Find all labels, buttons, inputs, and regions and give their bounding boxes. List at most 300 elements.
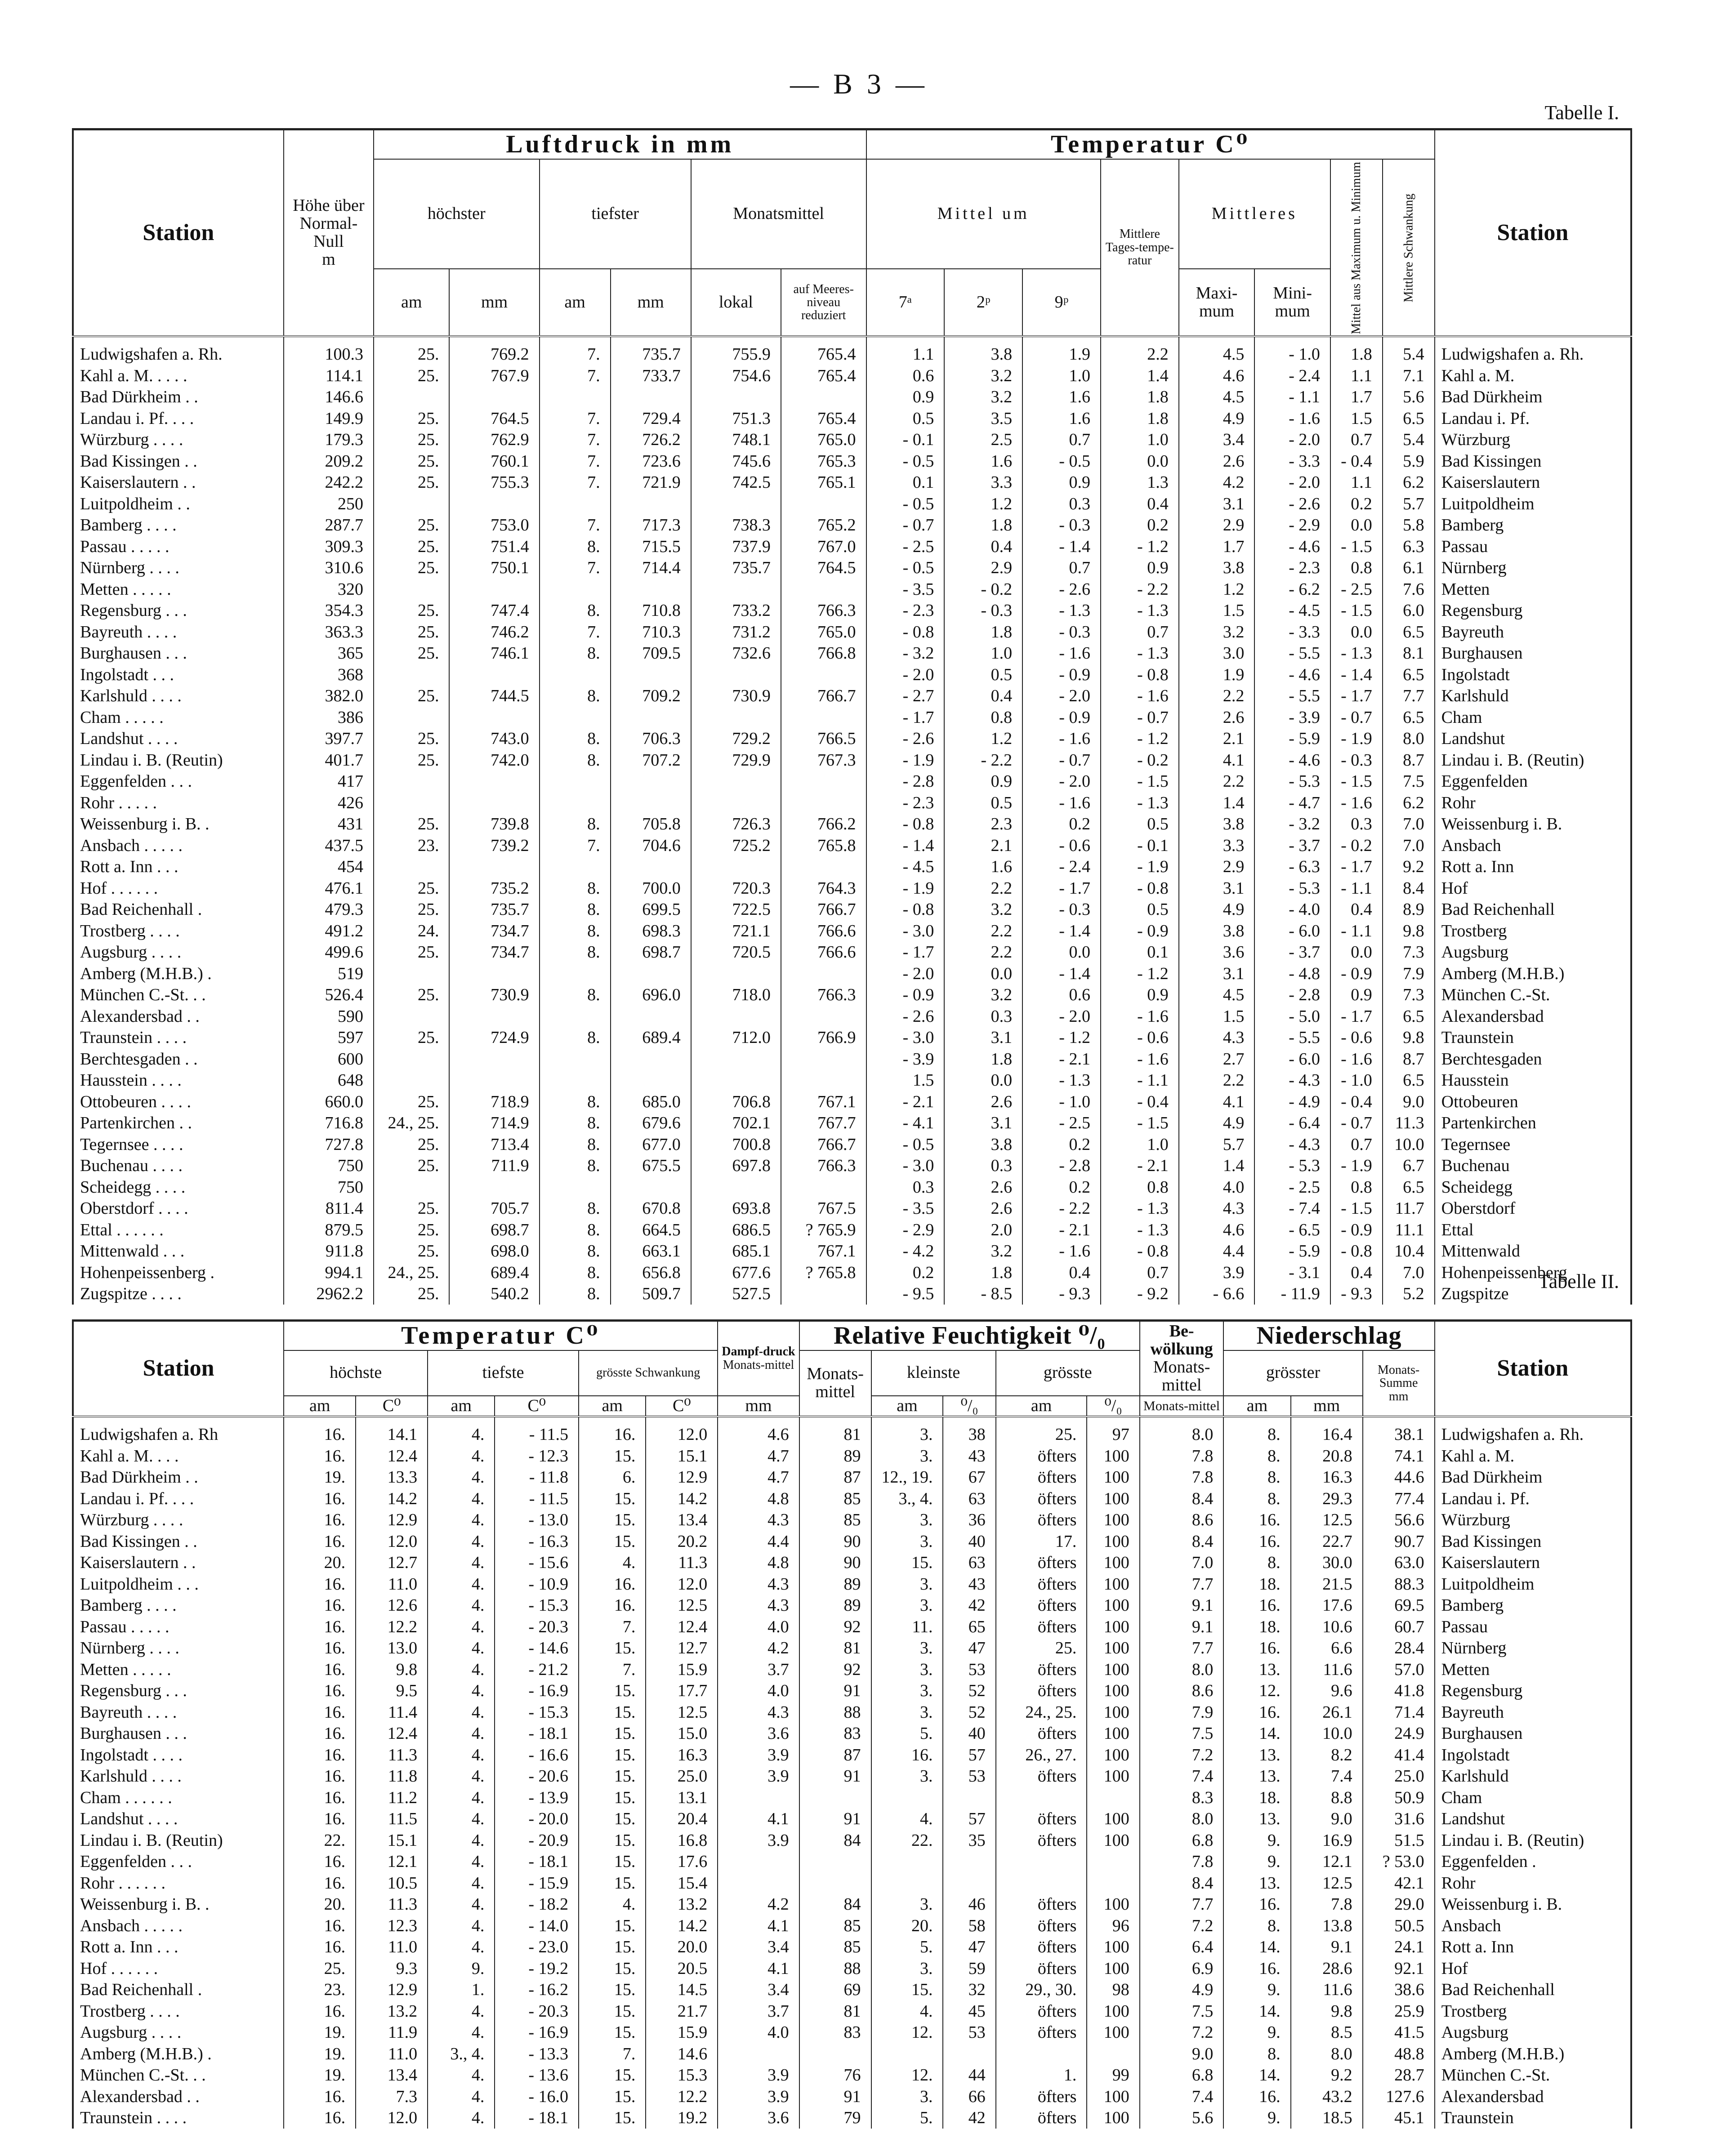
- value-cell: 7.4: [1140, 1765, 1224, 1787]
- value-cell: - 3.1: [1254, 1262, 1330, 1283]
- value-cell: 59: [943, 1958, 995, 1979]
- value-cell: 26., 27.: [996, 1744, 1087, 1766]
- value-cell: 6.2: [1383, 792, 1435, 814]
- value-cell: - 0.8: [866, 621, 945, 643]
- t2-groesster-header: grösster: [1223, 1350, 1362, 1396]
- value-cell: 731.2: [691, 621, 781, 643]
- value-cell: 15.: [579, 2086, 646, 2107]
- station-name-cell: Rohr . . . . .: [73, 792, 284, 814]
- value-cell: - 0.4: [1101, 1091, 1179, 1113]
- value-cell: 2.5: [944, 429, 1022, 450]
- value-cell: 8.: [540, 749, 611, 771]
- value-cell: 729.9: [691, 749, 781, 771]
- value-cell: öfters: [996, 1936, 1087, 1958]
- value-cell: 4.2: [718, 1893, 799, 1915]
- value-cell: 67: [943, 1466, 995, 1488]
- value-cell: 25.: [374, 749, 450, 771]
- value-cell: 85: [799, 1509, 871, 1531]
- value-cell: 43: [943, 1573, 995, 1595]
- value-cell: 742.0: [449, 749, 539, 771]
- value-cell: 3.: [871, 2086, 943, 2107]
- value-cell: 2.7: [1179, 1048, 1255, 1070]
- station-name-cell: Metten: [1435, 1659, 1631, 1680]
- value-cell: 250: [284, 493, 374, 515]
- value-cell: 8.: [1223, 1552, 1290, 1573]
- value-cell: [449, 1006, 539, 1027]
- value-cell: 17.7: [646, 1680, 718, 1702]
- station-name-cell: Bad Kissingen . .: [73, 1531, 284, 1552]
- value-cell: 100: [1087, 1531, 1139, 1552]
- value-cell: 22.: [284, 1830, 356, 1851]
- value-cell: 2.6: [944, 1198, 1022, 1219]
- station-name-cell: Traunstein . . . .: [73, 2107, 284, 2129]
- value-cell: 69: [799, 1979, 871, 2000]
- value-cell: 15.: [579, 1851, 646, 1872]
- station-name-cell: Buchenau . . . .: [73, 1155, 284, 1176]
- value-cell: [611, 579, 691, 600]
- t1-meeres-header: auf Meeres-niveau reduziert: [781, 269, 866, 336]
- t2-groesste-schw-header: grösste Schwankung: [579, 1350, 718, 1396]
- value-cell: 3.9: [718, 2064, 799, 2086]
- table2-label: Tabelle II.: [1538, 1270, 1619, 1292]
- value-cell: 765.8: [781, 835, 866, 856]
- value-cell: 9.: [1223, 1830, 1290, 1851]
- table-row: [73, 685, 1631, 707]
- value-cell: 7.7: [1383, 685, 1435, 707]
- t1-maximum-header: Maxi-mum: [1179, 269, 1255, 336]
- value-cell: 4.3: [718, 1595, 799, 1616]
- value-cell: - 1.1: [1330, 920, 1383, 942]
- value-cell: 15.1: [356, 1830, 428, 1851]
- table-row: [73, 1616, 1631, 1638]
- value-cell: 12.: [871, 2064, 943, 2086]
- value-cell: 766.6: [781, 941, 866, 963]
- value-cell: 14.6: [646, 2043, 718, 2065]
- value-cell: 25.: [374, 1027, 450, 1048]
- value-cell: - 0.9: [1022, 664, 1101, 686]
- value-cell: [718, 1787, 799, 1809]
- station-name-cell: Tegernsee . . . .: [73, 1134, 284, 1155]
- station-name-cell: Bayreuth . . . .: [73, 621, 284, 643]
- value-cell: - 6.2: [1254, 579, 1330, 600]
- value-cell: 8.9: [1383, 899, 1435, 920]
- value-cell: 11.3: [1383, 1112, 1435, 1134]
- value-cell: 3.8: [944, 1134, 1022, 1155]
- value-cell: - 2.8: [866, 771, 945, 792]
- value-cell: 17.6: [1291, 1595, 1363, 1616]
- value-cell: - 3.5: [866, 579, 945, 600]
- value-cell: - 23.0: [495, 1936, 579, 1958]
- value-cell: 713.4: [449, 1134, 539, 1155]
- value-cell: 9.0: [1291, 1808, 1363, 1830]
- value-cell: 4.7: [718, 1445, 799, 1467]
- table-row: [73, 1176, 1631, 1198]
- value-cell: 766.3: [781, 600, 866, 621]
- value-cell: 526.4: [284, 984, 374, 1006]
- value-cell: 721.1: [691, 920, 781, 942]
- value-cell: 12.5: [1291, 1509, 1363, 1531]
- value-cell: 767.3: [781, 749, 866, 771]
- value-cell: - 0.3: [1330, 749, 1383, 771]
- value-cell: - 2.6: [1254, 493, 1330, 515]
- value-cell: 15.: [579, 1915, 646, 1937]
- t2-am-header: am: [996, 1396, 1087, 1417]
- value-cell: 52: [943, 1680, 995, 1702]
- table-row: [73, 2107, 1631, 2129]
- value-cell: - 2.0: [1022, 771, 1101, 792]
- value-cell: 1.5: [1179, 600, 1255, 621]
- station-name-cell: Kaiserslautern . .: [73, 1552, 284, 1573]
- value-cell: 766.5: [781, 728, 866, 749]
- value-cell: 8.: [540, 642, 611, 664]
- table-row: [73, 493, 1631, 515]
- value-cell: 20.4: [646, 1808, 718, 1830]
- value-cell: 6.5: [1383, 1006, 1435, 1027]
- value-cell: 1.8: [1101, 386, 1179, 408]
- station-name-cell: Bad Kissingen . .: [73, 450, 284, 472]
- station-name-cell: Burghausen: [1435, 642, 1631, 664]
- value-cell: 677.0: [611, 1134, 691, 1155]
- value-cell: - 3.3: [1254, 621, 1330, 643]
- value-cell: 13.4: [356, 2064, 428, 2086]
- value-cell: 16.: [284, 1659, 356, 1680]
- t2-station-header: Station: [73, 1321, 284, 1417]
- station-name-cell: Luitpoldheim: [1435, 493, 1631, 515]
- value-cell: 4.: [428, 2086, 495, 2107]
- value-cell: 1.1: [1330, 472, 1383, 493]
- value-cell: - 0.8: [1101, 1240, 1179, 1262]
- value-cell: [611, 963, 691, 984]
- station-name-cell: Rott a. Inn: [1435, 1936, 1631, 1958]
- value-cell: 1.0: [944, 642, 1022, 664]
- value-cell: 8.: [540, 1091, 611, 1113]
- value-cell: - 20.6: [495, 1765, 579, 1787]
- value-cell: 7.0: [1383, 1262, 1435, 1283]
- station-name-cell: Ingolstadt . . . .: [73, 1744, 284, 1766]
- t2-am-header: am: [284, 1396, 356, 1417]
- value-cell: 4.: [428, 1552, 495, 1573]
- value-cell: 766.3: [781, 984, 866, 1006]
- value-cell: 7.0: [1140, 1552, 1224, 1573]
- station-name-cell: Hof . . . . . .: [73, 878, 284, 899]
- station-name-cell: Alexandersbad . .: [73, 1006, 284, 1027]
- value-cell: - 13.3: [495, 2043, 579, 2065]
- value-cell: [691, 707, 781, 728]
- value-cell: - 3.5: [866, 1198, 945, 1219]
- value-cell: 732.6: [691, 642, 781, 664]
- value-cell: 8.5: [1291, 2022, 1363, 2043]
- station-name-cell: Burghausen: [1435, 1723, 1631, 1744]
- station-name-cell: Amberg (M.H.B.): [1435, 963, 1631, 984]
- value-cell: 25.: [374, 984, 450, 1006]
- value-cell: 663.1: [611, 1240, 691, 1262]
- value-cell: 100: [1087, 1744, 1139, 1766]
- value-cell: - 2.5: [1254, 1176, 1330, 1198]
- value-cell: - 4.8: [1254, 963, 1330, 984]
- value-cell: 8.4: [1140, 1872, 1224, 1894]
- value-cell: 0.9: [1101, 984, 1179, 1006]
- value-cell: öfters: [996, 1445, 1087, 1467]
- station-name-cell: Rohr: [1435, 792, 1631, 814]
- value-cell: 12.7: [646, 1637, 718, 1659]
- value-cell: [611, 771, 691, 792]
- value-cell: 0.7: [1330, 1134, 1383, 1155]
- value-cell: 527.5: [691, 1283, 781, 1305]
- value-cell: 15.: [579, 1702, 646, 1723]
- value-cell: [449, 1176, 539, 1198]
- value-cell: 767.0: [781, 536, 866, 557]
- value-cell: - 15.3: [495, 1702, 579, 1723]
- value-cell: 12.5: [646, 1702, 718, 1723]
- station-name-cell: Lindau i. B. (Reutin): [1435, 749, 1631, 771]
- station-name-cell: Nürnberg: [1435, 557, 1631, 579]
- station-name-cell: Bad Kissingen: [1435, 450, 1631, 472]
- value-cell: 88.3: [1363, 1573, 1435, 1595]
- value-cell: 71.4: [1363, 1702, 1435, 1723]
- value-cell: - 4.6: [1254, 536, 1330, 557]
- value-cell: 1.: [996, 2064, 1087, 2086]
- value-cell: 767.1: [781, 1240, 866, 1262]
- value-cell: 744.5: [449, 685, 539, 707]
- value-cell: 12.6: [356, 1595, 428, 1616]
- value-cell: 4.: [428, 1744, 495, 1766]
- value-cell: 96: [1087, 1915, 1139, 1937]
- value-cell: [540, 1048, 611, 1070]
- value-cell: öfters: [996, 1488, 1087, 1510]
- value-cell: [781, 1006, 866, 1027]
- value-cell: 762.9: [449, 429, 539, 450]
- table-row: [73, 1283, 1631, 1305]
- value-cell: 52: [943, 1702, 995, 1723]
- value-cell: [691, 1176, 781, 1198]
- value-cell: - 0.8: [866, 899, 945, 920]
- table-row: [73, 1531, 1631, 1552]
- value-cell: 1.0: [1101, 1134, 1179, 1155]
- t2-bew-mittel-header: Monats-mittel: [1140, 1396, 1224, 1417]
- value-cell: 3.3: [1179, 835, 1255, 856]
- value-cell: 6.5: [1383, 621, 1435, 643]
- value-cell: 1.8: [944, 621, 1022, 643]
- value-cell: 9.0: [1140, 2043, 1224, 2065]
- value-cell: 16.8: [646, 1830, 718, 1851]
- value-cell: - 6.3: [1254, 856, 1330, 878]
- value-cell: 11.0: [356, 2043, 428, 2065]
- value-cell: 6.4: [1140, 1936, 1224, 1958]
- station-name-cell: Ingolstadt: [1435, 664, 1631, 686]
- value-cell: 417: [284, 771, 374, 792]
- t2-tiefste-header: tiefste: [428, 1350, 579, 1396]
- value-cell: 1.: [428, 1979, 495, 2000]
- value-cell: 699.5: [611, 899, 691, 920]
- station-name-cell: Cham: [1435, 707, 1631, 728]
- value-cell: 2.2: [944, 878, 1022, 899]
- value-cell: 79: [799, 2107, 871, 2129]
- value-cell: 15.: [871, 1552, 943, 1573]
- value-cell: - 2.1: [866, 1091, 945, 1113]
- value-cell: - 2.4: [1254, 365, 1330, 387]
- value-cell: 24., 25.: [374, 1262, 450, 1283]
- value-cell: 725.2: [691, 835, 781, 856]
- table-row: [73, 920, 1631, 942]
- value-cell: öfters: [996, 1552, 1087, 1573]
- value-cell: 5.6: [1383, 386, 1435, 408]
- value-cell: 14.: [1223, 2064, 1290, 2086]
- value-cell: 476.1: [284, 878, 374, 899]
- value-cell: 4.9: [1179, 899, 1255, 920]
- value-cell: [871, 1851, 943, 1872]
- station-name-cell: Eggenfelden: [1435, 771, 1631, 792]
- value-cell: 994.1: [284, 1262, 374, 1283]
- value-cell: 1.6: [1022, 386, 1101, 408]
- value-cell: 12.4: [356, 1445, 428, 1467]
- value-cell: 0.1: [866, 472, 945, 493]
- value-cell: - 4.7: [1254, 792, 1330, 814]
- value-cell: [691, 1048, 781, 1070]
- value-cell: 7.: [540, 514, 611, 536]
- station-name-cell: Hof: [1435, 1958, 1631, 1979]
- value-cell: [611, 664, 691, 686]
- value-cell: 712.0: [691, 1027, 781, 1048]
- value-cell: 23.: [284, 1979, 356, 2000]
- table-row: [73, 408, 1631, 429]
- value-cell: - 0.9: [866, 984, 945, 1006]
- value-cell: 670.8: [611, 1198, 691, 1219]
- value-cell: - 0.5: [866, 1134, 945, 1155]
- value-cell: 25.: [374, 878, 450, 899]
- value-cell: 4.: [428, 1851, 495, 1872]
- value-cell: - 1.9: [866, 749, 945, 771]
- value-cell: 4.4: [1179, 1240, 1255, 1262]
- value-cell: - 1.5: [1330, 536, 1383, 557]
- table-row: [73, 365, 1631, 387]
- station-name-cell: Bad Dürkheim: [1435, 1466, 1631, 1488]
- table-row: [73, 1219, 1631, 1241]
- value-cell: 90: [799, 1552, 871, 1573]
- value-cell: 25.: [374, 1091, 450, 1113]
- value-cell: - 0.1: [866, 429, 945, 450]
- value-cell: [781, 1176, 866, 1198]
- station-name-cell: Passau: [1435, 1616, 1631, 1638]
- value-cell: 12.7: [356, 1552, 428, 1573]
- t2-kleinste-header: kleinste: [871, 1350, 996, 1396]
- value-cell: 710.8: [611, 600, 691, 621]
- value-cell: 697.8: [691, 1155, 781, 1176]
- value-cell: 437.5: [284, 835, 374, 856]
- value-cell: 766.8: [781, 642, 866, 664]
- value-cell: 742.5: [691, 472, 781, 493]
- value-cell: 100.3: [284, 336, 374, 365]
- value-cell: 19.: [284, 2043, 356, 2065]
- station-name-cell: Würzburg . . . .: [73, 429, 284, 450]
- value-cell: - 1.6: [1022, 642, 1101, 664]
- value-cell: 7.9: [1383, 963, 1435, 984]
- value-cell: 11.0: [356, 1573, 428, 1595]
- value-cell: 10.0: [1383, 1134, 1435, 1155]
- value-cell: 7.: [579, 2043, 646, 2065]
- value-cell: 8.6: [1140, 1509, 1224, 1531]
- value-cell: 766.9: [781, 1027, 866, 1048]
- t2-c0-header: C⁰: [646, 1396, 718, 1417]
- value-cell: [943, 1872, 995, 1894]
- table-row: [73, 1198, 1631, 1219]
- value-cell: [943, 2043, 995, 2065]
- value-cell: 58: [943, 1915, 995, 1937]
- value-cell: 100: [1087, 1702, 1139, 1723]
- value-cell: ? 765.8: [781, 1262, 866, 1283]
- station-name-cell: Scheidegg . . . .: [73, 1176, 284, 1198]
- station-name-cell: Lindau i. B. (Reutin): [1435, 1830, 1631, 1851]
- table-row: [73, 771, 1631, 792]
- value-cell: 7.: [540, 557, 611, 579]
- value-cell: 4.7: [718, 1466, 799, 1488]
- value-cell: 704.6: [611, 835, 691, 856]
- value-cell: 6.0: [1383, 600, 1435, 621]
- value-cell: 20.0: [646, 1936, 718, 1958]
- value-cell: 15.: [579, 2107, 646, 2129]
- station-name-cell: Nürnberg: [1435, 1637, 1631, 1659]
- value-cell: 730.9: [449, 984, 539, 1006]
- value-cell: 720.3: [691, 878, 781, 899]
- value-cell: 28.6: [1291, 1958, 1363, 1979]
- value-cell: 25.: [374, 1283, 450, 1305]
- value-cell: 9.5: [356, 1680, 428, 1702]
- station-name-cell: Bad Dürkheim . .: [73, 1466, 284, 1488]
- t1-mittleres-header: Mittleres: [1179, 159, 1330, 269]
- value-cell: - 0.5: [866, 493, 945, 515]
- value-cell: 729.4: [611, 408, 691, 429]
- value-cell: 209.2: [284, 450, 374, 472]
- value-cell: - 1.2: [1101, 536, 1179, 557]
- station-name-cell: Ludwigshafen a. Rh.: [1435, 336, 1631, 365]
- value-cell: 1.7: [1179, 536, 1255, 557]
- value-cell: 24., 25.: [374, 1112, 450, 1134]
- value-cell: 25.: [374, 600, 450, 621]
- value-cell: - 2.8: [1254, 984, 1330, 1006]
- value-cell: - 1.6: [1330, 1048, 1383, 1070]
- table-row: [73, 600, 1631, 621]
- value-cell: [1087, 1787, 1139, 1809]
- value-cell: 8.: [1223, 1417, 1290, 1445]
- value-cell: - 1.5: [1330, 600, 1383, 621]
- value-cell: 5.4: [1383, 336, 1435, 365]
- value-cell: 6.8: [1140, 2064, 1224, 2086]
- value-cell: 753.0: [449, 514, 539, 536]
- value-cell: - 2.1: [1101, 1155, 1179, 1176]
- value-cell: 4.8: [718, 1488, 799, 1510]
- value-cell: 3.: [871, 1595, 943, 1616]
- table-row: [73, 1958, 1631, 1979]
- value-cell: 9.0: [1383, 1091, 1435, 1113]
- value-cell: 764.5: [449, 408, 539, 429]
- value-cell: 4.: [428, 1531, 495, 1552]
- value-cell: [943, 1851, 995, 1872]
- value-cell: 25.: [374, 450, 450, 472]
- value-cell: 15.: [579, 1445, 646, 1467]
- value-cell: 735.7: [691, 557, 781, 579]
- station-name-cell: Kahl a. M.: [1435, 1445, 1631, 1467]
- value-cell: 16.: [284, 1595, 356, 1616]
- value-cell: 3.: [871, 1893, 943, 1915]
- value-cell: - 16.9: [495, 2022, 579, 2043]
- station-name-cell: Regensburg: [1435, 600, 1631, 621]
- value-cell: [718, 1851, 799, 1872]
- value-cell: 16.: [284, 1417, 356, 1445]
- table-row: [73, 1702, 1631, 1723]
- value-cell: 25.: [374, 472, 450, 493]
- value-cell: 3.: [871, 1445, 943, 1467]
- value-cell: [374, 579, 450, 600]
- table-row: [73, 835, 1631, 856]
